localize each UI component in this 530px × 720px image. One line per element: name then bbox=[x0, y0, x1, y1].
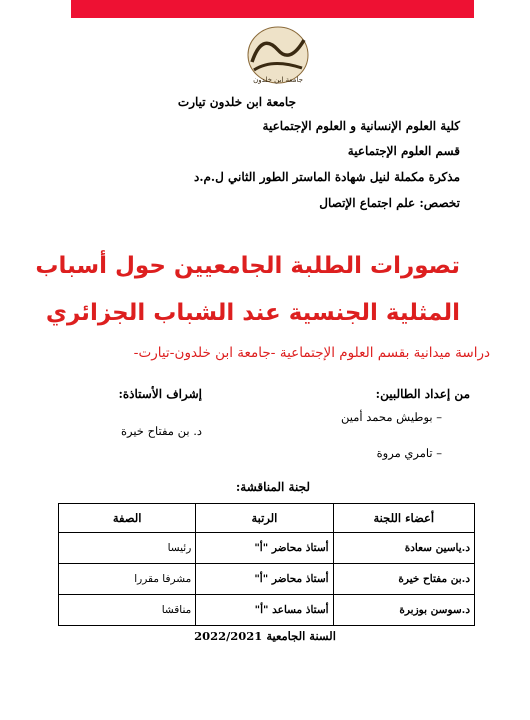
supervisor-label: إشراف الأستاذة: bbox=[118, 387, 202, 401]
member-name: د.بن مفتاح خيرة bbox=[333, 564, 474, 595]
department-name: قسم العلوم الإجتماعية bbox=[347, 144, 460, 158]
column-header: الصفة bbox=[59, 504, 196, 533]
table-row bbox=[59, 533, 475, 564]
member-role: رئيسا bbox=[59, 533, 196, 564]
faculty-name: كلية العلوم الإنسانية و العلوم الإجتماعية bbox=[262, 119, 460, 133]
committee-table bbox=[58, 503, 475, 626]
logo-text: جامعة ابن خلدون bbox=[253, 76, 303, 84]
thesis-title-line1: تصورات الطلبة الجامعيين حول أسباب bbox=[35, 253, 460, 279]
member-rank: أستاذ مساعد "أ" bbox=[196, 595, 333, 626]
member-role: مناقشا bbox=[59, 595, 196, 626]
university-logo bbox=[232, 22, 324, 88]
member-role: مشرفا مقررا bbox=[59, 564, 196, 595]
member-name: د.ياسين سعادة bbox=[333, 533, 474, 564]
column-header: أعضاء اللجنة bbox=[333, 504, 474, 533]
academic-year: السنة الجامعية 2022/2021 bbox=[194, 629, 336, 643]
specialty: تخصص: علم اجتماع الإتصال bbox=[319, 196, 460, 210]
top-red-bar bbox=[71, 0, 474, 18]
member-name: د.سوسن بوزبرة bbox=[333, 595, 474, 626]
table-header-row bbox=[59, 504, 475, 533]
student-name: – تامري مروة bbox=[376, 446, 442, 460]
university-name: جامعة ابن خلدون تيارت bbox=[177, 95, 296, 109]
supervisor-name: د. بن مفتاح خيرة bbox=[120, 424, 202, 438]
thesis-subtitle: دراسة ميدانية بقسم العلوم الإجتماعية -جامعة ابن خلدون-تيارت- bbox=[133, 345, 490, 361]
student-name: – بوطيش محمد أمين bbox=[341, 410, 442, 424]
students-label: من إعداد الطالبين: bbox=[375, 387, 470, 401]
column-header: الرتبة bbox=[196, 504, 333, 533]
table-row bbox=[59, 595, 475, 626]
member-rank: أستاذ محاضر "أ" bbox=[196, 533, 333, 564]
thesis-title-line2: المثلية الجنسية عند الشباب الجزائري bbox=[45, 300, 460, 326]
memo-description: مذكرة مكملة لنيل شهادة الماستر الطور الثاني ل.م.د bbox=[193, 170, 460, 184]
committee-label: لجنة المناقشة: bbox=[235, 480, 310, 494]
table-row bbox=[59, 564, 475, 595]
member-rank: أستاذ محاضر "أ" bbox=[196, 564, 333, 595]
